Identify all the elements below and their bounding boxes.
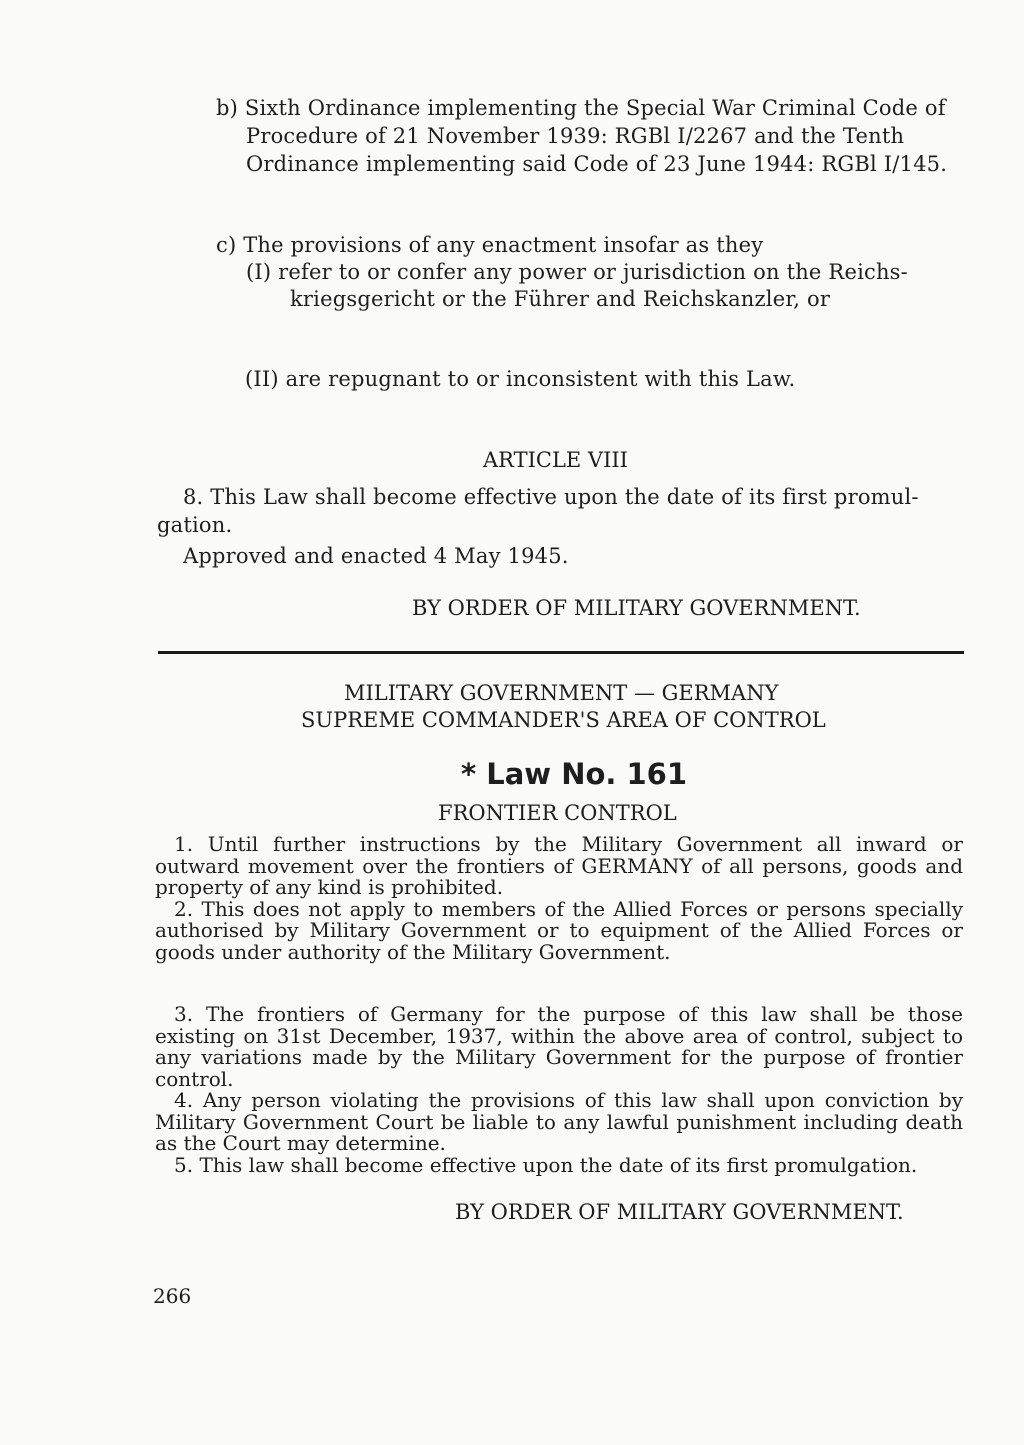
law-paragraphs-4-5 [155,1090,963,1176]
section-b-line-1: b) Sixth Ordinance implementing the Special War Criminal Code of [216,96,946,120]
law-paragraph-1: 1. Until further instructions by the Military Government all inward or outward movement over the frontiers of GERMANY of all persons, goods and property of any kind is prohibited. [155,832,963,899]
article-8-text-line-1: 8. This Law shall become effective upon the date of its first promul- [183,485,919,509]
law-paragraph-3-block [155,1004,963,1090]
law-header-line-2: SUPREME COMMANDER'S AREA OF CONTROL [301,708,826,732]
law-paragraph-2: 2. This does not apply to members of the Allied Forces or persons specially authorised by Military Government or to equipment of the Allied Forces or goods under authority of the Military Government. [155,896,963,964]
section-divider [158,651,964,654]
page-number: 266 [153,1284,192,1308]
section-c-item-1-line-2: kriegsgericht or the Führer and Reichskanzler, or [290,287,831,311]
law-paragraph-3: 3. The frontiers of Germany for the purpose of this law shall be those existing on 31st December, 1937, within the above area of control, subject to any variations made by the Military Government for the purpose of frontier control. [155,1002,963,1091]
law-title: * Law No. 161 [461,757,688,791]
law-signature: BY ORDER OF MILITARY GOVERNMENT. [455,1200,904,1224]
law-header-line-1: MILITARY GOVERNMENT — GERMANY [344,681,779,705]
law-paragraph-5: 5. This law shall become effective upon the date of its first promulgation. [174,1152,918,1177]
section-c-item-1-line-1: (I) refer to or confer any power or jurisdiction on the Reichs- [246,260,908,284]
section-c-intro: c) The provisions of any enactment insofar as they [216,233,764,257]
law-paragraphs-1-2 [155,834,963,963]
section-b-line-2: Procedure of 21 November 1939: RGBl I/2267 and the Tenth [246,124,905,148]
article-8-signature: BY ORDER OF MILITARY GOVERNMENT. [412,596,861,620]
section-c-item-2: (II) are repugnant to or inconsistent with this Law. [245,367,796,391]
law-subtitle: FRONTIER CONTROL [438,801,677,825]
law-paragraph-4: 4. Any person violating the provisions of this law shall upon conviction by Military Government Court be liable to any lawful punishment including death as the Court may determine. [155,1088,963,1155]
section-b-line-3: Ordinance implementing said Code of 23 June 1944: RGBl I/145. [246,152,948,176]
article-8-heading: ARTICLE VIII [483,448,628,472]
approved-date: Approved and enacted 4 May 1945. [183,544,569,568]
article-8-text-line-2: gation. [157,513,233,537]
